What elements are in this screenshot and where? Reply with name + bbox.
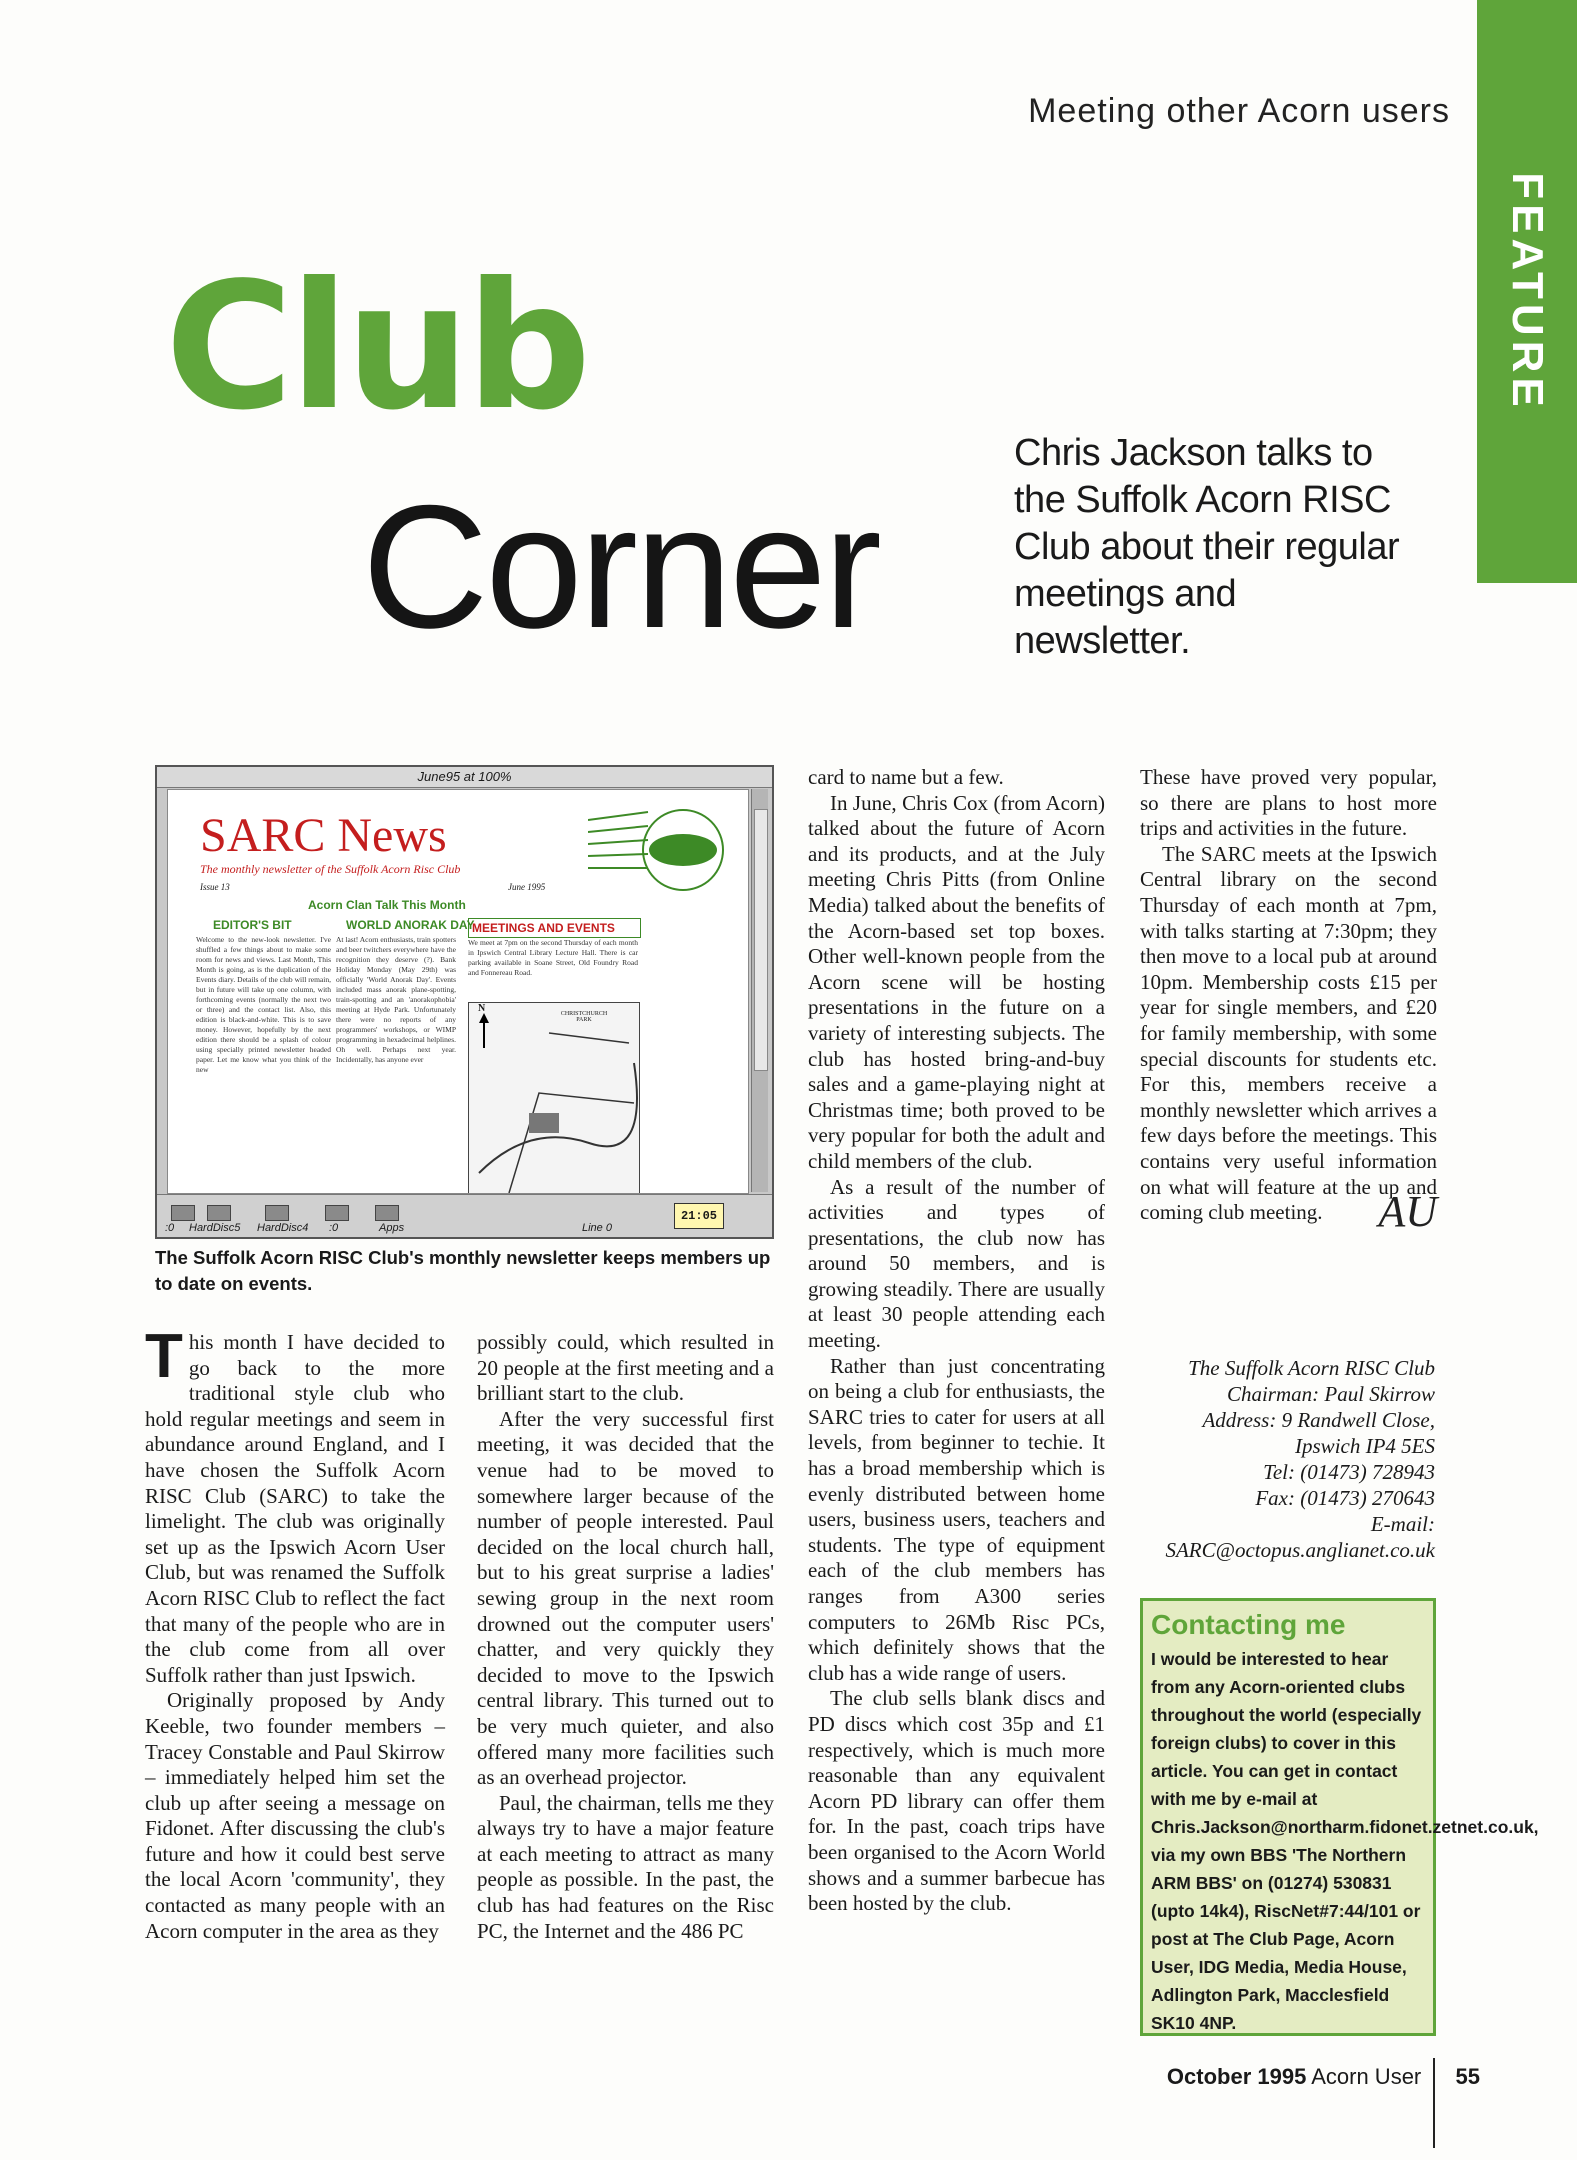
- riscos-iconbar: [157, 1194, 772, 1237]
- paragraph: possibly could, which resulted in 20 people at the first meeting and a brilliant start to the club.: [477, 1330, 774, 1406]
- meetings-events-text: We meet at 7pm on the second Thursday of each month in Ipswich Central Library Lecture Hall. There is car parking available in Soane Street, Old Foundry Road and Fonnereau Road.: [468, 938, 638, 977]
- map-north-label: N: [478, 1003, 486, 1014]
- iconbar-label: :0: [165, 1222, 175, 1234]
- page-number: 55: [1455, 2064, 1480, 2089]
- body-column-1: [145, 1322, 445, 1944]
- club-email-label: E-mail:: [1370, 1512, 1435, 1536]
- club-chairman: Chairman: Paul Skirrow: [1226, 1382, 1435, 1406]
- paragraph-text: his month I have decided to go back to the more traditional style club who hold regular meetings and seem in abundance around England, and I have chosen the Suffolk Acorn RISC Club (SARC) to take the limelight. The club was originally set up as the Ipswich Acorn User Club, but was renamed the Suffolk Acorn RISC Club to reflect the fact that many of the people who are in the club come from all over Suffolk rather than just Ipswich.: [145, 1330, 445, 1687]
- line-label: Line 0: [582, 1222, 612, 1234]
- footer-divider: [1433, 2058, 1435, 2148]
- paragraph: The club sells blank discs and PD discs which cost 35p and £1 respectively, which is much more reasonable than any equivalent Acorn PD library can offer them for. In the past, coach trips have been organised to the Acorn World shows and a summer barbecue has been hosted by the club.: [808, 1686, 1105, 1916]
- footer-magazine: Acorn User: [1311, 2064, 1422, 2089]
- body-column-4: [1140, 765, 1437, 1237]
- paragraph: card to name but a few.: [808, 765, 1004, 789]
- meetings-events-heading: MEETINGS AND EVENTS: [468, 918, 641, 938]
- iconbar-label: :0: [329, 1222, 339, 1234]
- paragraph-text: The SARC meets at the Ipswich Central library on the second Thursday of each month at 7pm, with talks starting at 7:30pm; they then move to a local pub at around 10pm. Membership costs £15 per year for single members, and £20 for family membership, with some special discounts for students etc. For this, members receive a monthly newsletter which arrives a few days before the meetings. This contains very useful information on what will feature at the up and coming club meeting.: [1140, 841, 1437, 1225]
- scrollbar-thumb[interactable]: [754, 809, 768, 1071]
- newsletter-masthead: SARC News: [200, 809, 447, 862]
- section-tab-label: FEATURE: [1503, 171, 1552, 412]
- iconbar-label: HardDisc4: [257, 1222, 309, 1234]
- apps-icon[interactable]: [375, 1205, 399, 1221]
- contact-box: [1140, 1598, 1539, 2036]
- page-footer: [1100, 2064, 1480, 2090]
- paragraph: [145, 1322, 445, 1688]
- title-club: Club: [165, 246, 588, 449]
- newsletter-banner: Acorn Clan Talk This Month: [308, 898, 466, 912]
- paragraph: Paul, the chairman, tells me they always try to have a major feature at each meeting to attract as many people as possible. In the past, the club has had features on the Risc PC, the Internet and the 486 PC: [477, 1790, 774, 1943]
- newsletter-screenshot: [155, 765, 774, 1239]
- floppy-drive-icon[interactable]: [171, 1205, 195, 1221]
- standfirst: Chris Jackson talks to the Suffolk Acorn RISC Club about their regular meetings and newsletter.: [1014, 432, 1400, 662]
- anorak-day-heading: WORLD ANORAK DAY: [346, 918, 475, 932]
- newsletter-issue: Issue 13: [200, 882, 230, 892]
- map-icon: [469, 1003, 639, 1193]
- end-mark-logo: AU: [1378, 1187, 1437, 1237]
- map-park-label: CHRISTCHURCH PARK: [560, 1011, 608, 1023]
- footer-date: October 1995: [1166, 2064, 1307, 2089]
- paragraph: [1140, 841, 1437, 1237]
- newsletter-subtitle: The monthly newsletter of the Suffolk Acorn Risc Club: [200, 862, 461, 876]
- anorak-day-text: At last! Acorn enthusiasts, train spotters and beer twitchers everywhere have the recognition they deserve (?). Bank Holiday Monday (May 29th) was officially 'World Anorak Day'. Events included mass anorak plane-spotting, train-spotting and an 'anorakophobia' meeting at Hyde Park. Unfortunately there were no reports of any programmers' workshops, or WIMP programming in hexadecimal helplines. Oh well. Perhaps next year. Incidentally, has anyone ever: [336, 935, 456, 1064]
- paragraph: These have proved very popular, so there are plans to host more trips and activities in the future.: [1140, 765, 1437, 841]
- editors-bit-text: Welcome to the new-look newsletter. I've shuffled a few things about to make some room for news and views. Last Month, This Month is going, as is the duplication of the Events diary. Details of the club will remain, but in future will take up one column, with forthcoming events (normally the next two or three) and the contact list. Also, this edition is black-and-white. This is to save money. However, hopefully by the next edition there should be a splash of colour using specially printed newsletter headed paper. Let me know what you think of the new: [196, 935, 331, 1074]
- window-scrollbar[interactable]: [751, 789, 768, 1192]
- club-address-line1: Address: 9 Randwell Close,: [1202, 1408, 1435, 1432]
- section-tab: [1477, 0, 1577, 583]
- title-corner: Corner: [362, 470, 879, 665]
- contact-box-heading: Contacting me: [1151, 1609, 1346, 1640]
- body-column-2: [477, 1330, 774, 1944]
- paragraph: Originally proposed by Andy Keeble, two founder members – Tracey Constable and Paul Skirrow – immediately helped him set the club up after seeing a message on Fidonet. After discussing the club's future and how it could best serve the local Acorn 'community', they contacted as many people with an Acorn computer in the area as they: [145, 1688, 445, 1943]
- newsletter-page: [167, 789, 749, 1194]
- club-tel: Tel: (01473) 728943: [1263, 1460, 1435, 1484]
- club-name: The Suffolk Acorn RISC Club: [1188, 1356, 1435, 1380]
- location-map: [468, 1002, 640, 1194]
- club-fax: Fax: (01473) 270643: [1255, 1486, 1435, 1510]
- newsletter-date: June 1995: [508, 882, 546, 892]
- iconbar-label: HardDisc5: [189, 1222, 241, 1234]
- paragraph: After the very successful first meeting, it was decided that the venue had to be moved to somewhere larger because of the number of people interested. Paul decided on the local church hall, but to his great surprise a ladies' sewing group in the next room drowned out the computer users' chatter, and very quickly they decided to move to the Ipswich central library. This turned out to be very much quieter, and also offered many more facilities such as an overhead projector.: [477, 1406, 774, 1790]
- sarc-logo-icon: [588, 800, 728, 900]
- harddisc5-icon[interactable]: [207, 1205, 231, 1221]
- paragraph: In June, Chris Cox (from Acorn) talked about the future of Acorn and its products, and at the July meeting Chris Pitts (from Online Media) talked about the benefits of the Acorn-based set top boxes. Other well-known people from the Acorn scene will be hosting presentations in the future on a variety of interesting subjects. The club has hosted bring-and-buy sales and a game-playing night at Christmas time; both proved to be very popular for both the adult and child members of the club.: [808, 790, 1105, 1173]
- iconbar-label: Apps: [379, 1222, 405, 1234]
- editors-bit-heading: EDITOR'S BIT: [213, 918, 292, 932]
- club-address-line2: Ipswich IP4 5ES: [1295, 1434, 1435, 1458]
- harddisc4-icon[interactable]: [265, 1205, 289, 1221]
- contact-box-text: I would be interested to hear from any Acorn-oriented clubs throughout the world (especially foreign clubs) to cover in this article. You can get in contact with me by e-mail at Chris.Jackson@northarm.fidonet.zetnet.co.uk, via my own BBS 'The Northern ARM BBS' on (01274) 530831 (upto 14k4), RiscNet#7:44/101 or post at The Club Page, Acorn User, IDG Media, Media House, Adlington Park, Macclesfield SK10 4NP.: [1151, 1649, 1539, 2033]
- paragraph: Rather than just concentrating on being a club for enthusiasts, the SARC tries to cater for users at all levels, from beginner to techie. It has a broad membership which is evenly distributed between home users, business users, teachers and students. The type of equipment each of the club members has ranges from A300 series computers to 26Mb Risc PCs, which definitely shows that the club has a wide range of users.: [808, 1353, 1105, 1685]
- figure-caption: The Suffolk Acorn RISC Club's monthly newsletter keeps members up to date on events.: [155, 1247, 771, 1294]
- paragraph: As a result of the number of activities and types of presentations, the club now has around 50 members, and is growing steadily. There are usually at least 30 people attending each meeting.: [808, 1174, 1105, 1353]
- kicker-text: Meeting other Acorn users: [1028, 92, 1450, 130]
- window-titlebar: June95 at 100%: [157, 767, 772, 788]
- club-email: SARC@octopus.anglianet.co.uk: [1165, 1538, 1435, 1562]
- clock-display[interactable]: 21:05: [674, 1203, 724, 1229]
- club-contact-info: [1100, 1355, 1435, 1563]
- drop-cap: T: [145, 1322, 183, 1391]
- ramdisc-icon[interactable]: [325, 1205, 349, 1221]
- body-column-3: [808, 765, 1105, 1917]
